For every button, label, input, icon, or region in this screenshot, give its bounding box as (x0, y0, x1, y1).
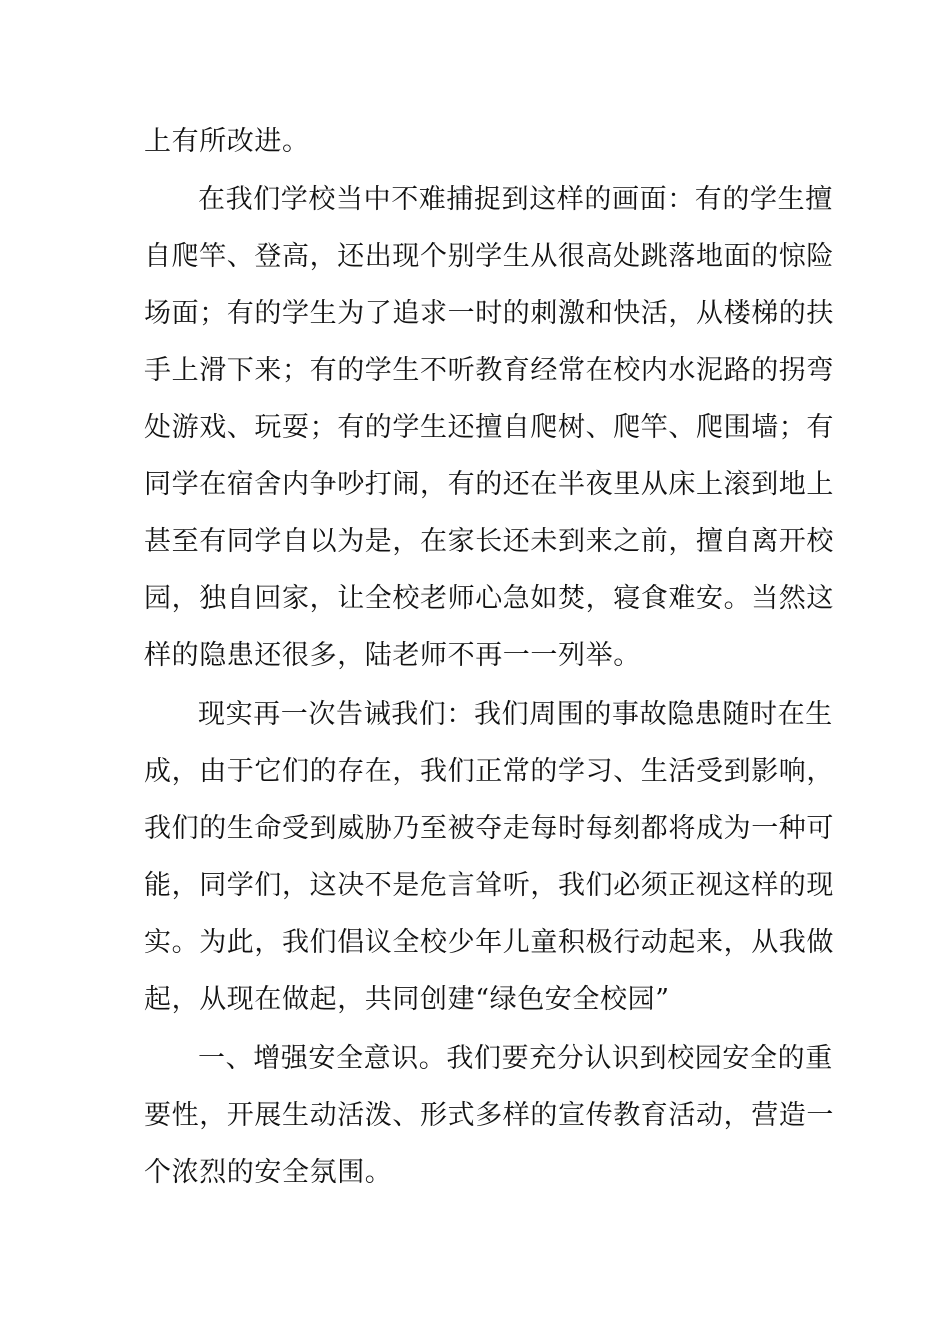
text-line-12: 成，由于它们的存在，我们正常的学习、生活受到影响， (144, 756, 834, 787)
text-line-2: 在我们学校当中不难捕捉到这样的画面：有的学生擅 (198, 184, 833, 215)
text-line-6: 处游戏、玩耍；有的学生还擅自爬树、爬竿、爬围墙；有 (144, 412, 834, 443)
text-line-3: 自爬竿、登高，还出现个别学生从很高处跳落地面的惊险 (144, 241, 834, 272)
text-line-7: 同学在宿舍内争吵打闹，有的还在半夜里从床上滚到地上 (144, 469, 834, 500)
text-line-4: 场面；有的学生为了追求一时的刺激和快活，从楼梯的扶 (144, 298, 834, 329)
text-line-11: 现实再一次告诫我们：我们周围的事故隐患随时在生 (198, 699, 833, 730)
text-line-19: 个浓烈的安全氛围。 (144, 1157, 393, 1188)
text-line-14: 能，同学们，这决不是危言耸听，我们必须正视这样的现 (144, 870, 834, 901)
text-line-16: 起，从现在做起，共同创建“绿色安全校园” (144, 984, 670, 1015)
text-line-5: 手上滑下来；有的学生不听教育经常在校内水泥路的拐弯 (144, 355, 834, 386)
text-line-18: 要性，开展生动活泼、形式多样的宣传教育活动，营造一 (144, 1100, 834, 1131)
text-line-10: 样的隐患还很多，陆老师不再一一列举。 (144, 640, 641, 671)
text-line-8: 甚至有同学自以为是，在家长还未到来之前，擅自离开校 (144, 526, 834, 557)
text-line-15: 实。为此，我们倡议全校少年儿童积极行动起来，从我做 (144, 927, 834, 958)
text-line-13: 我们的生命受到威胁乃至被夺走每时每刻都将成为一种可 (144, 813, 834, 844)
text-line-1: 上有所改进。 (144, 126, 310, 157)
text-line-17: 一、增强安全意识。我们要充分认识到校园安全的重 (198, 1043, 833, 1074)
text-line-9: 园，独自回家，让全校老师心急如焚，寝食难安。当然这 (144, 583, 834, 614)
